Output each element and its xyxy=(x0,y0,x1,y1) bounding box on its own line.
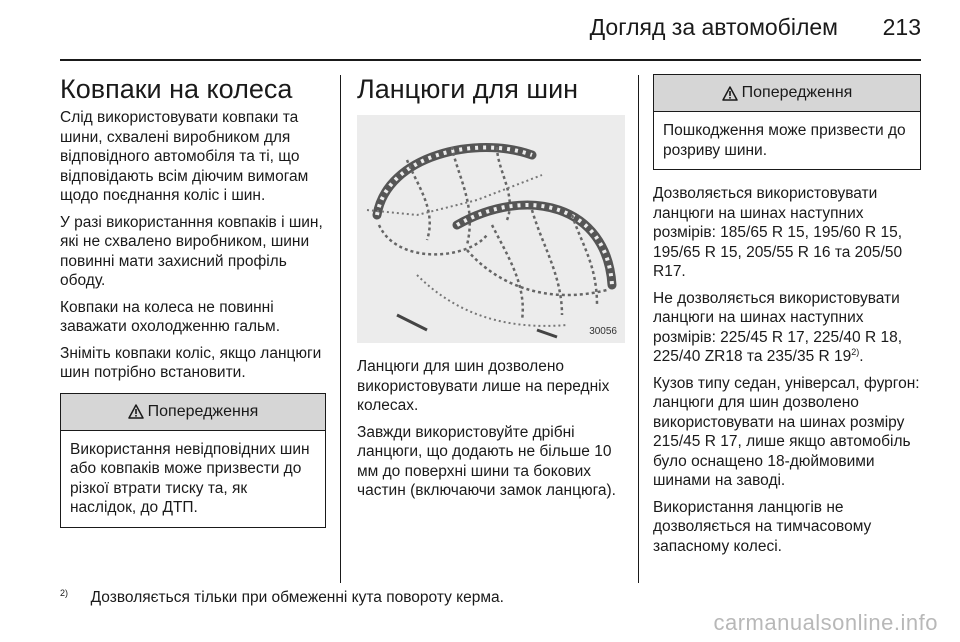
paragraph: Слід використовувати ковпаки та шини, схвалені виробником для відповідного автомобіля та ті, що відповідають всім діючим вимогам щодо поєднання коліс і шин. xyxy=(60,109,309,204)
column-wheel-covers xyxy=(60,74,326,528)
watermark: carmanualsonline.info xyxy=(713,610,938,635)
column-divider-1 xyxy=(340,75,341,583)
section-heading-tire-chains: Ланцюги для шин xyxy=(357,74,579,104)
section-heading-wheel-covers: Ковпаки на колеса xyxy=(60,74,293,104)
paragraph-end: . xyxy=(859,348,864,365)
page-header-title: Догляд за автомобілем xyxy=(589,14,838,40)
paragraph: Ланцюги для шин дозволено використовувати лише на передніх колесах. xyxy=(357,358,610,414)
warning-triangle-icon xyxy=(128,404,144,419)
paragraph: Кузов типу седан, універсал, фургон: ланцюги для шин дозволено використовувати на шинах розміру 215/45 R 17, лише якщо автомобіль було оснащено 18-дюймовими шинами на заводі. xyxy=(653,374,920,489)
paragraph: Ковпаки на колеса не повинні заважати охолодженню гальм. xyxy=(60,298,281,335)
paragraph-text: Не дозволяється використовувати ланцюги на шинах наступних розмірів: 225/45 R 17, 225/40 R 18, 225/40 ZR18 та 235/35 R 19 xyxy=(653,289,903,365)
column-chain-sizes xyxy=(653,74,921,563)
warning-title: Попередження xyxy=(147,402,259,420)
paragraph: Завжди використовуйте дрібні ланцюги, що додають не більше 10 мм до поверхні шини та бокових частин (включаючи замок ланцюга). xyxy=(357,423,616,499)
figure-code: 30056 xyxy=(589,326,617,337)
footnote xyxy=(60,588,504,608)
column-tire-chains xyxy=(357,74,627,508)
paragraph-with-footnote xyxy=(653,289,921,367)
warning-box xyxy=(653,74,921,170)
footnote-reference[interactable]: 2) xyxy=(851,346,860,357)
paragraph: У разі використанння ковпаків і шин, які не схвалено виробником, шини повинні мати захисний профіль ободу. xyxy=(60,213,323,289)
footnote-mark: 2) xyxy=(60,587,69,598)
paragraph: Використання ланцюгів не дозволяється на тимчасовому запасному колесі. xyxy=(653,498,872,555)
warning-box xyxy=(60,393,326,528)
warning-triangle-icon xyxy=(722,86,738,101)
warning-title: Попередження xyxy=(741,84,853,101)
tire-chains-drawing xyxy=(357,115,625,343)
paragraph: Зніміть ковпаки коліс, якщо ланцюги шин потрібно встановити. xyxy=(60,344,322,381)
column-divider-2 xyxy=(638,75,639,583)
warning-header xyxy=(654,75,920,112)
tire-chains-illustration xyxy=(357,115,625,343)
footnote-text: Дозволяється тільки при обмеженні кута повороту керма. xyxy=(90,589,504,606)
warning-header xyxy=(61,394,325,431)
page-number: 213 xyxy=(882,14,921,40)
warning-text: Використання невідповідних шин або ковпаків може призвести до різкої втрати тиску та, як наслідок, до ДТП. xyxy=(70,440,310,516)
header-rule xyxy=(60,59,921,61)
warning-text: Пошкодження може призвести до розриву шини. xyxy=(663,122,906,159)
paragraph: Дозволяється використовувати ланцюги на шинах наступних розмірів: 185/65 R 15, 195/60 R 15, 195/65 R 15, 205/55 R 16 та 205/50 R17. xyxy=(653,185,903,280)
